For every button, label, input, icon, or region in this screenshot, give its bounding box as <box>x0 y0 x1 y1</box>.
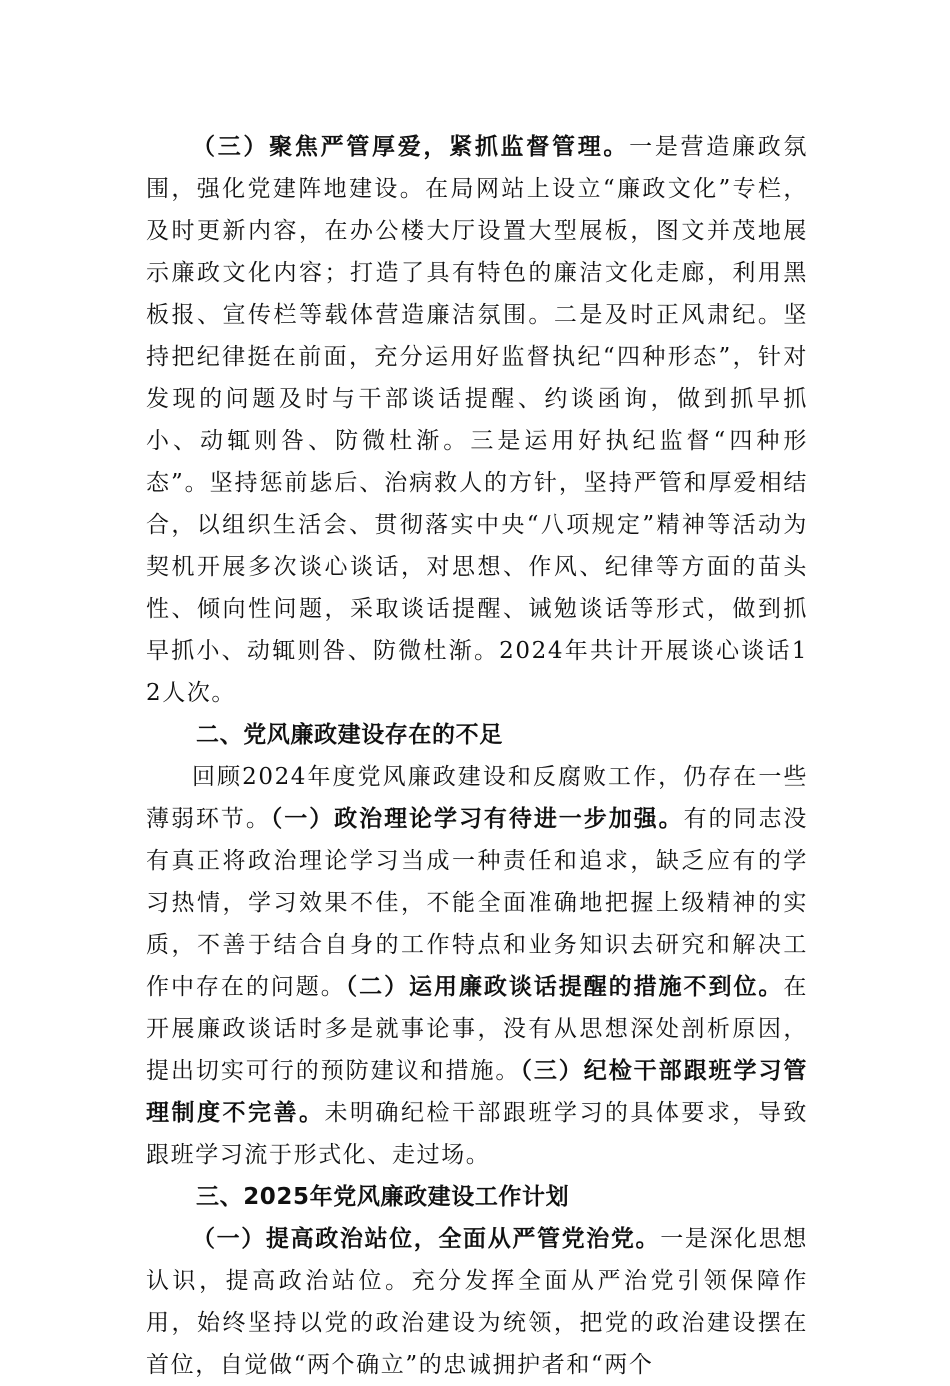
paragraph-text: 一是营造廉政氛围，强化党建阵地建设。在局网站上设立“廉政文化”专栏，及时更新内容，在办公楼大厅设置大型展板，图文并茂地展示廉政文化内容；打造了具有特色的廉洁文化走廊，利用黑板报、宣传栏等载体营造廉洁氛围。二是及时正风肃纪。坚持把纪律挺在前面，充分运用好监督执纪“四种形态”，针对发现的问题及时与干部谈话提醒、约谈函询，做到抓早抓小、动辄则咎、防微杜渐。三是运用好执纪监督“四种形态”。坚持惩前毖后、治病救人的方针，坚持严管和厚爱相结合，以组织生活会、贯彻落实中央“八项规定”精神等活动为契机开展多次谈心谈话，对思想、作风、纪律等方面的苗头性、倾向性问题，采取谈话提醒、诫勉谈话等形式，做到抓早抓小、动辄则咎、防微杜渐。2024年共计开展谈心谈话12人次。 <box>146 134 809 706</box>
paragraph-text: 未明确纪检干部跟班学习的具体要求，导致跟班学习流于形式化、走过场。 <box>146 1100 809 1168</box>
heading-work-plan: 三、2025年党风廉政建设工作计划 <box>196 1184 570 1210</box>
paragraph-work-plan <box>146 1218 808 1386</box>
heading-deficiencies: 二、党风廉政建设存在的不足 <box>196 722 503 748</box>
paragraph-lead: （三）纪检干部跟班学习管理制度不完善。 <box>146 1057 809 1126</box>
paragraph-text: 在开展廉政谈话时多是就事论事，没有从思想深处剖析原因，提出切实可行的预防建议和措施。 <box>146 974 808 1084</box>
paragraph-lead: （三）聚焦严管厚爱，紧抓监督管理。 <box>192 133 630 160</box>
paragraph-text: 一是深化思想认识，提高政治站位。充分发挥全面从严治党引领保障作用，始终坚持以党的政治建设为统领，把党的政治建设摆在首位，自觉做“两个确立”的忠诚拥护者和“两个 <box>146 1226 808 1378</box>
document-body <box>146 126 808 1386</box>
paragraph-text: 回顾2024年度党风廉政建设和反腐败工作，仍存在一些薄弱环节。 <box>146 764 808 832</box>
paragraph-lead: （二）运用廉政谈话提醒的措施不到位。 <box>345 973 784 1000</box>
paragraph-section-3 <box>146 126 808 714</box>
paragraph-deficiencies <box>146 756 808 1176</box>
paragraph-text: 有的同志没有真正将政治理论学习当成一种责任和追求，缺乏应有的学习热情，学习效果不佳，不能全面准确地把握上级精神的实质，不善于结合自身的工作特点和业务知识去研究和解决工作中存在的问题。 <box>146 806 809 1000</box>
paragraph-lead: （一）提高政治站位，全面从严管党治党。 <box>192 1225 661 1252</box>
paragraph-lead: （一）政治理论学习有待进一步加强。 <box>270 805 684 832</box>
